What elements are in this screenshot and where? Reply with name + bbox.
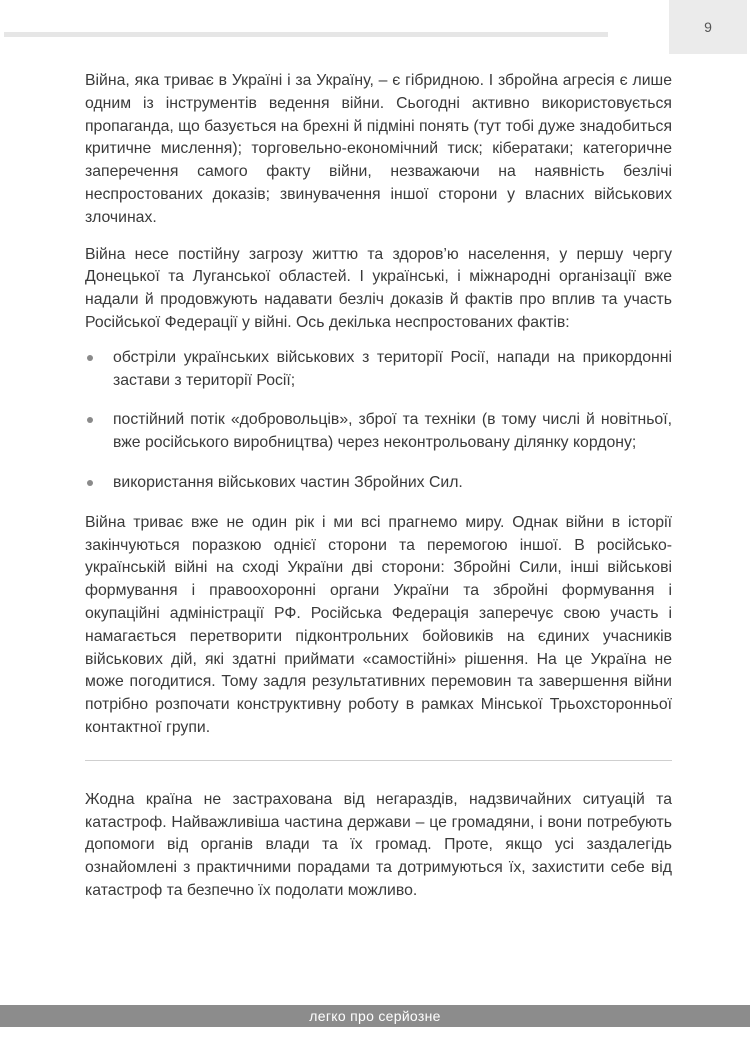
paragraph-threat-evidence: Війна несе постійну загрозу життю та здоров’ю населення, у першу чергу Донецької та Луганської областей. І українські, і міжнародні організації вже надали й продовжують надавати безліч доказів й фактів про вплив та участь Російської Федерації у війні. Ось декілька неспростованих фактів: [85,245,672,331]
list-item-text: використання військових частин Збройних Сил. [113,473,463,491]
list-item [85,347,672,393]
bullet-dot-icon [87,480,93,486]
bullet-dot-icon [87,417,93,423]
header-rule [4,32,608,37]
page-number [669,0,747,54]
section-divider [85,760,672,761]
paragraph-preparedness: Жодна країна не застрахована від негараздів, надзвичайних ситуацій та катастроф. Найважливіша частина держави – це громадяни, і вони потребують допомоги від органів влади та їх громад. Проте, якщо усі заздалегідь ознайомлені з практичними порадами та дотримуються їх, захистити себе від катастроф та безпечно їх подолати можливо. [85,790,672,899]
page-number-text: 9 [704,19,712,35]
list-item-text: постійний потік «добровольців», зброї та техніки (в тому числі й новітньої, вже російського виробництва) через неконтрольовану ділянку кордону; [113,411,672,452]
list-item-text: обстріли українських військових з території Росії, напади на прикордонні застави з території Росії; [113,348,672,389]
list-item [85,472,672,495]
paragraph-hybrid-war: Війна, яка триває в Україні і за Україну, – є гібридною. І збройна агресія є лише одним із інструментів ведення війни. Сьогодні активно використовується пропаганда, що базується на брехні й підміні понять (тут тобі дуже знадобиться критичне мислення); торговельно-економічний тиск; кібератаки; категоричне заперечення самого факту війни, незважаючи на наявність безлічі неспростованих доказів; звинувачення іншої сторони у власних військових злочинах. [85,72,672,226]
bullet-dot-icon [87,355,93,361]
facts-list [85,347,672,495]
footer-tagline: легко про серйозне [309,1008,441,1024]
paragraph-peace: Війна триває вже не один рік і ми всі прагнемо миру. Однак війни в історії закінчуються поразкою однієї сторони та перемогою іншої. В російсько-українській війні на сході України дві сторони: Збройні Сили, інші військові формування і правоохоронні органи України та збройні формування і окупаційні адміністрації РФ. Російська Федерація заперечує свою участь і намагається перетворити підконтрольних бойовиків на єдиних учасників військових дій, які здатні приймати «самостійні» рішення. На це Україна не може погодитися. Тому задля результативних перемовин та завершення війни потрібно розпочати конструктивну роботу в рамках Мінської Трьохсторонньої контактної групи. [85,513,672,736]
document-body [85,70,672,903]
list-item [85,409,672,455]
footer-bar [0,1005,750,1027]
